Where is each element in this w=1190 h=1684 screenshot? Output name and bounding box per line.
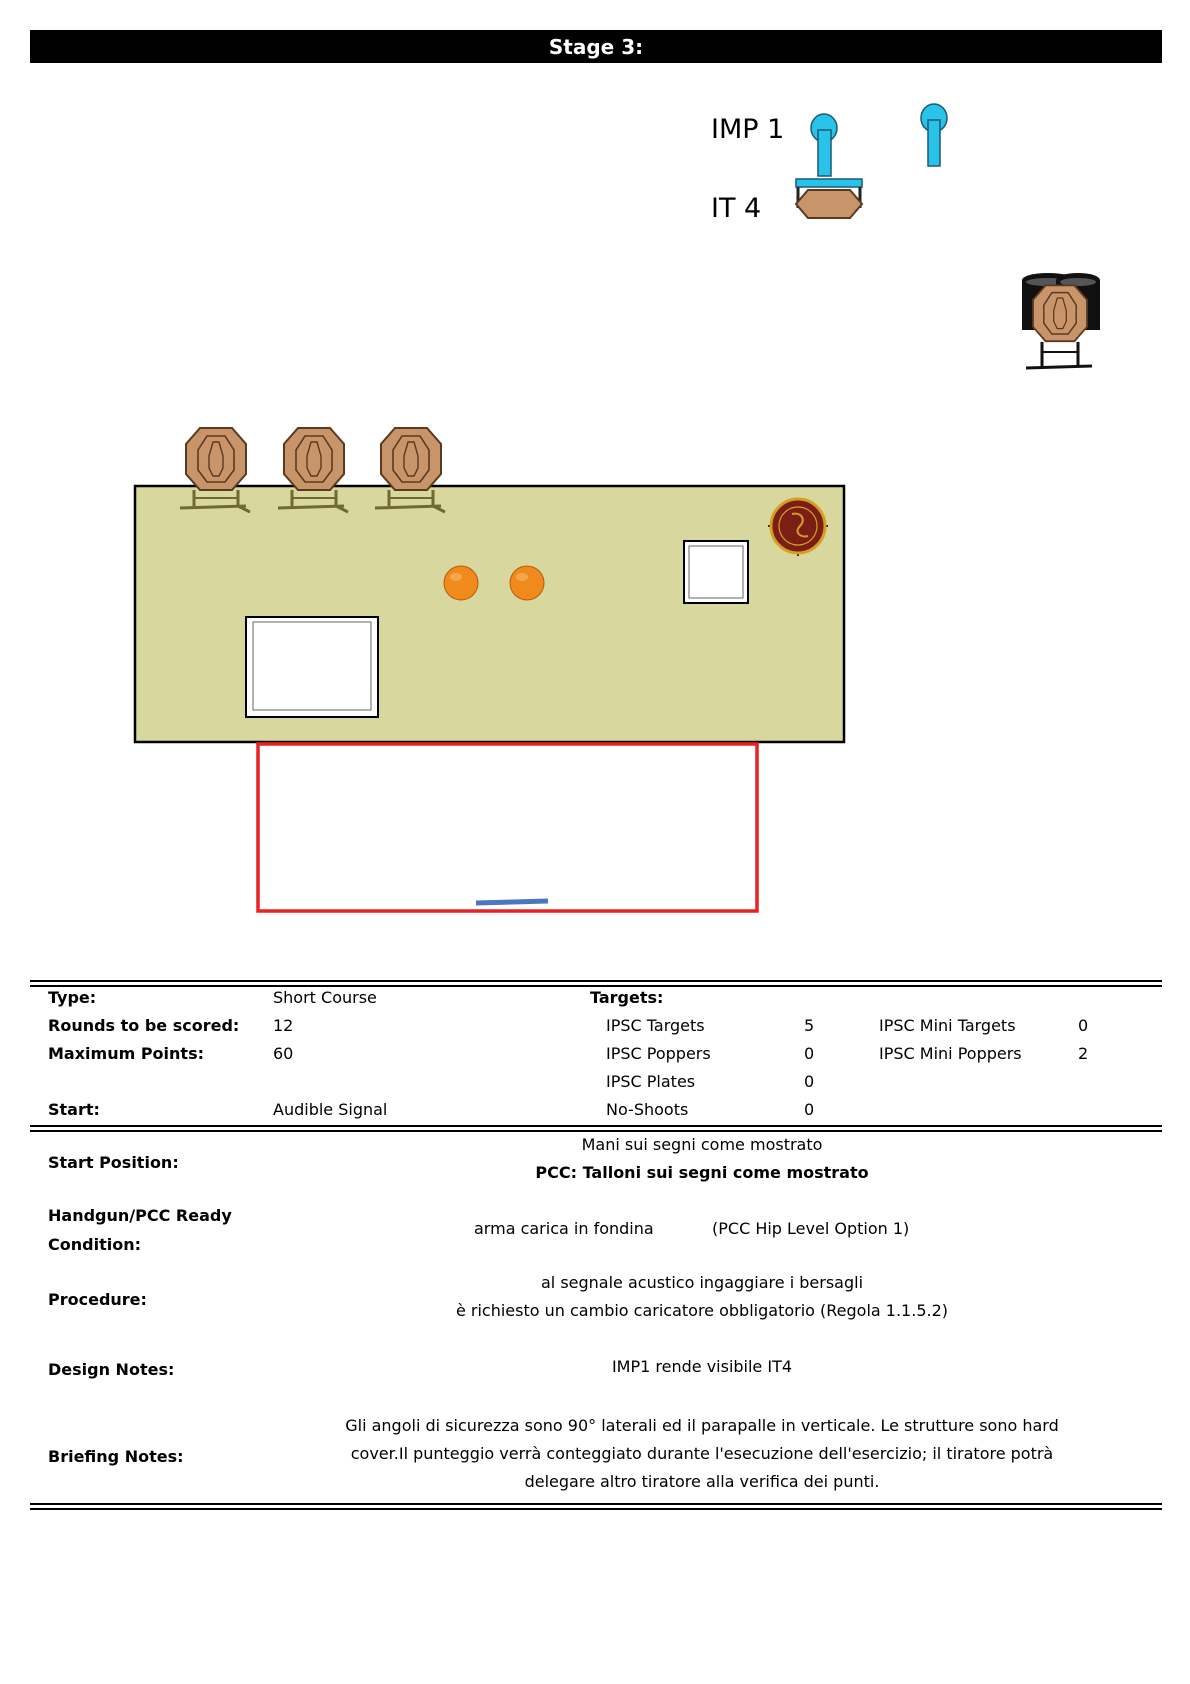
mini-target-name: IPSC Mini Targets	[879, 1016, 1016, 1035]
rounds-value: 12	[273, 1016, 294, 1035]
rounds-label: Rounds to be scored:	[48, 1016, 240, 1035]
shooting-area	[258, 744, 757, 911]
briefing-notes-label: Briefing Notes:	[48, 1447, 184, 1466]
start-value: Audible Signal	[273, 1100, 388, 1119]
procedure-line2: è richiesto un cambio caricatore obbligatorio (Regola 1.1.5.2)	[455, 1301, 949, 1320]
briefing-notes-line3: delegare altro tiratore alla verifica dei punti.	[524, 1472, 880, 1491]
target-count: 5	[804, 1016, 815, 1035]
stage-title: Stage 3:	[548, 34, 644, 59]
type-label: Type:	[48, 988, 97, 1007]
start-position-line2: PCC: Talloni sui segni come mostrato	[535, 1163, 869, 1182]
ready-condition-label-2: Condition:	[48, 1235, 141, 1254]
target-count: 0	[804, 1044, 815, 1063]
start-position-label: Start Position:	[48, 1153, 179, 1172]
targets-label: Targets:	[590, 988, 664, 1007]
type-value: Short Course	[273, 988, 377, 1007]
design-notes-value: IMP1 rende visibile IT4	[611, 1357, 793, 1376]
target-count: 0	[804, 1072, 815, 1091]
mini-popper-1	[444, 566, 478, 600]
design-notes-label: Design Notes:	[48, 1360, 175, 1379]
imp1-activator	[811, 104, 947, 176]
stage-bay	[135, 486, 844, 742]
start-label: Start:	[48, 1100, 100, 1119]
mini-target-name: IPSC Mini Poppers	[879, 1044, 1022, 1063]
target-name: IPSC Plates	[606, 1072, 696, 1091]
points-label: Maximum Points:	[48, 1044, 204, 1063]
it4-target	[796, 179, 862, 218]
target-name: IPSC Targets	[606, 1016, 705, 1035]
procedure-label: Procedure:	[48, 1290, 147, 1309]
briefing-notes-line2: cover.Il punteggio verrà conteggiato durante l'esecuzione dell'esercizio; il tiratore potrà	[350, 1444, 1054, 1463]
target-count: 0	[804, 1100, 815, 1119]
mini-target-count: 2	[1078, 1044, 1089, 1063]
mini-target-count: 0	[1078, 1016, 1089, 1035]
target-name: IPSC Poppers	[606, 1044, 711, 1063]
ready-condition-label: Handgun/PCC Ready	[48, 1206, 232, 1225]
ready-condition-pcc: (PCC Hip Level Option 1)	[712, 1219, 910, 1238]
large-barricade	[246, 617, 378, 717]
target-name: No-Shoots	[606, 1100, 689, 1119]
mini-popper-2	[510, 566, 544, 600]
start-position-line1: Mani sui segni come mostrato	[581, 1135, 823, 1154]
imp1-label: IMP 1	[711, 114, 785, 145]
points-value: 60	[273, 1044, 294, 1063]
procedure-line1: al segnale acustico ingaggiare i bersagli	[540, 1273, 864, 1292]
small-barricade	[684, 541, 748, 603]
it4-label: IT 4	[711, 193, 762, 224]
barrel-target	[1022, 273, 1100, 368]
briefing-notes-line1: Gli angoli di sicurezza sono 90° laterali ed il parapalle in verticale. Le strutture sono hard	[345, 1416, 1059, 1435]
ready-condition-value: arma carica in fondina	[474, 1219, 654, 1238]
start-position-marker	[476, 901, 548, 903]
